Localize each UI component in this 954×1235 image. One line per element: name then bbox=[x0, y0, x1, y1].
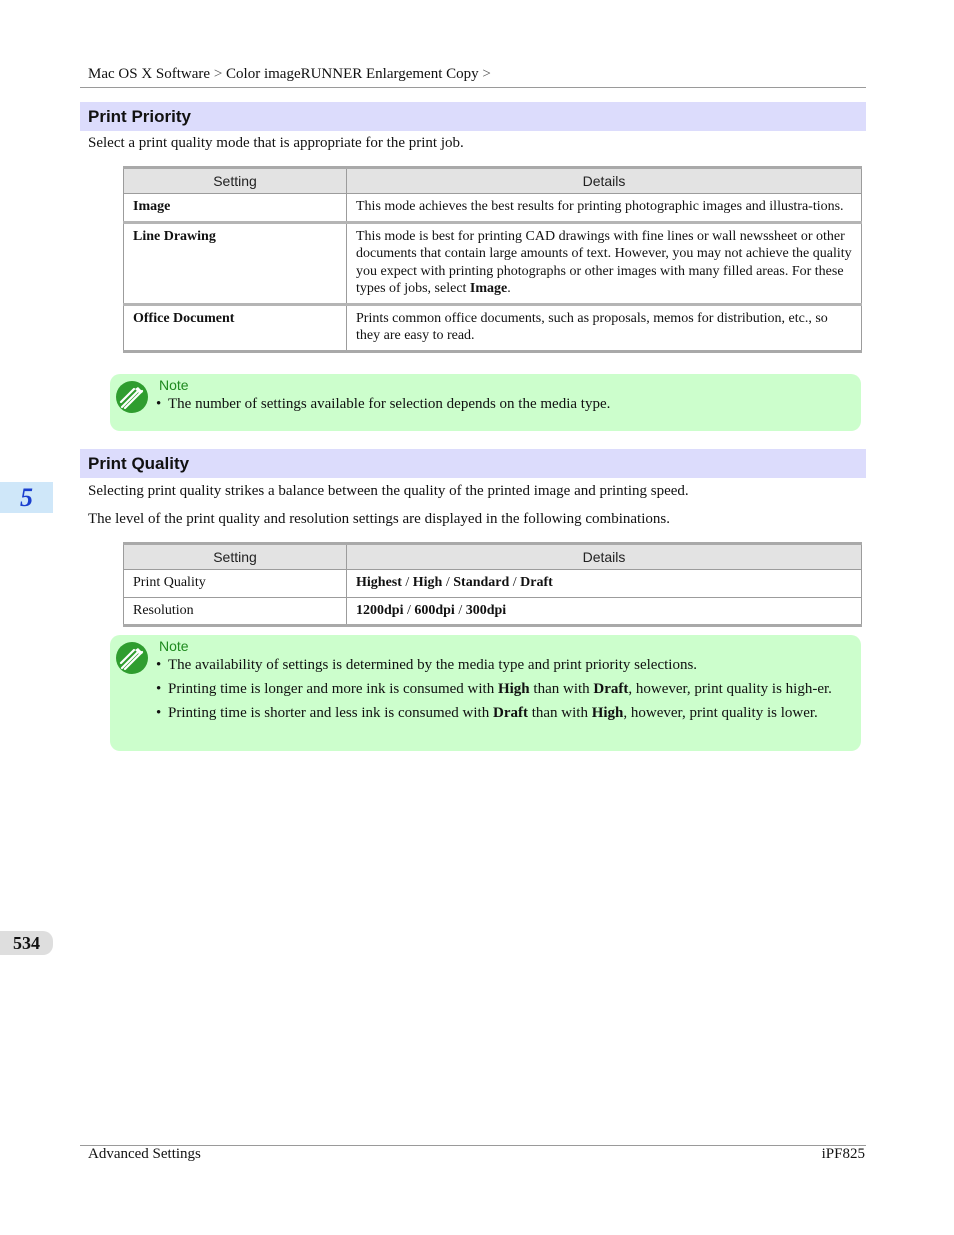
note-box bbox=[110, 635, 861, 751]
value-separator: / bbox=[403, 602, 415, 618]
note-item: • The availability of settings is determined by the media type and print priority selections. bbox=[156, 656, 854, 675]
details-text: . bbox=[507, 281, 511, 296]
breadcrumb-separator: > bbox=[213, 66, 223, 82]
setting-cell: Print Quality bbox=[124, 570, 347, 598]
breadcrumb-separator: > bbox=[482, 66, 491, 82]
print-priority-table bbox=[123, 166, 862, 353]
note-text: , however, print quality is high-er. bbox=[628, 681, 832, 697]
note-pencil-icon bbox=[115, 641, 149, 675]
note-text: than with bbox=[529, 681, 594, 697]
note-item bbox=[156, 680, 854, 699]
note-emphasis: Draft bbox=[492, 705, 528, 721]
table-row bbox=[124, 597, 862, 626]
setting-cell: Office Document bbox=[124, 304, 347, 351]
resolution-option: 300dpi bbox=[465, 602, 507, 618]
page-number: 534 bbox=[0, 931, 53, 955]
note-list bbox=[156, 656, 854, 728]
note-box bbox=[110, 374, 861, 431]
note-item: • The number of settings available for selection depends on the media type. bbox=[156, 395, 854, 414]
details-cell: This mode achieves the best results for printing photographic images and illustra-tions. bbox=[347, 194, 862, 223]
setting-cell: Image bbox=[124, 194, 347, 223]
setting-cell: Resolution bbox=[124, 597, 347, 626]
note-emphasis: High bbox=[497, 681, 530, 697]
table-row bbox=[124, 570, 862, 598]
quality-option: Highest bbox=[356, 575, 402, 590]
resolution-option: 1200dpi bbox=[356, 602, 404, 618]
value-separator: / bbox=[509, 575, 521, 590]
breadcrumb-item[interactable]: Color imageRUNNER Enlargement Copy bbox=[226, 66, 479, 82]
value-separator: / bbox=[454, 602, 466, 618]
table-header-setting: Setting bbox=[124, 168, 347, 194]
note-item bbox=[156, 704, 854, 723]
quality-option: Draft bbox=[520, 575, 553, 590]
note-text: Printing time is shorter and less ink is consumed with bbox=[168, 705, 493, 721]
value-separator: / bbox=[401, 575, 413, 590]
quality-option: Standard bbox=[453, 575, 510, 590]
details-cell: Prints common office documents, such as proposals, memos for distribution, etc., so they are easy to read. bbox=[347, 304, 862, 351]
details-cell bbox=[347, 570, 862, 598]
note-text: than with bbox=[527, 705, 592, 721]
details-emphasis: Image bbox=[469, 281, 508, 296]
print-quality-intro-2: The level of the print quality and resolution settings are displayed in the following combinations. bbox=[88, 511, 670, 527]
value-separator: / bbox=[442, 575, 454, 590]
print-quality-table bbox=[123, 542, 862, 627]
note-emphasis: Draft bbox=[593, 681, 629, 697]
note-list bbox=[156, 395, 854, 419]
table-row bbox=[124, 304, 862, 351]
quality-option: High bbox=[412, 575, 443, 590]
table-header-setting: Setting bbox=[124, 544, 347, 570]
resolution-option: 600dpi bbox=[414, 602, 455, 618]
note-label: Note bbox=[159, 377, 189, 393]
footer-section-title: Advanced Settings bbox=[88, 1146, 201, 1162]
section-title-print-quality: Print Quality bbox=[80, 449, 866, 478]
table-row bbox=[124, 222, 862, 304]
breadcrumb bbox=[88, 66, 491, 83]
details-cell bbox=[347, 222, 862, 304]
table-header-details: Details bbox=[347, 168, 862, 194]
print-priority-intro: Select a print quality mode that is appropriate for the print job. bbox=[88, 135, 464, 151]
header-rule bbox=[80, 87, 866, 88]
footer-model-name: iPF825 bbox=[821, 1146, 865, 1162]
note-label: Note bbox=[159, 638, 189, 654]
table-row bbox=[124, 194, 862, 223]
setting-cell: Line Drawing bbox=[124, 222, 347, 304]
chapter-tab: 5 bbox=[0, 482, 53, 513]
details-text: This mode is best for printing CAD drawings with fine lines or wall newssheet or other documents that contain large amounts of text. However, you may not achieve the quality you expect with printing photographs or other images with many filled areas. For these types of jobs, select bbox=[356, 228, 852, 296]
note-text: , however, print quality is lower. bbox=[623, 705, 818, 721]
print-quality-intro: Selecting print quality strikes a balance between the quality of the printed image and printing speed. bbox=[88, 483, 689, 499]
table-header-details: Details bbox=[347, 544, 862, 570]
details-cell bbox=[347, 597, 862, 626]
note-text: Printing time is longer and more ink is consumed with bbox=[168, 681, 498, 697]
section-title-print-priority: Print Priority bbox=[80, 102, 866, 131]
breadcrumb-item[interactable]: Mac OS X Software bbox=[88, 66, 211, 82]
note-pencil-icon bbox=[115, 380, 149, 414]
note-emphasis: High bbox=[591, 705, 624, 721]
